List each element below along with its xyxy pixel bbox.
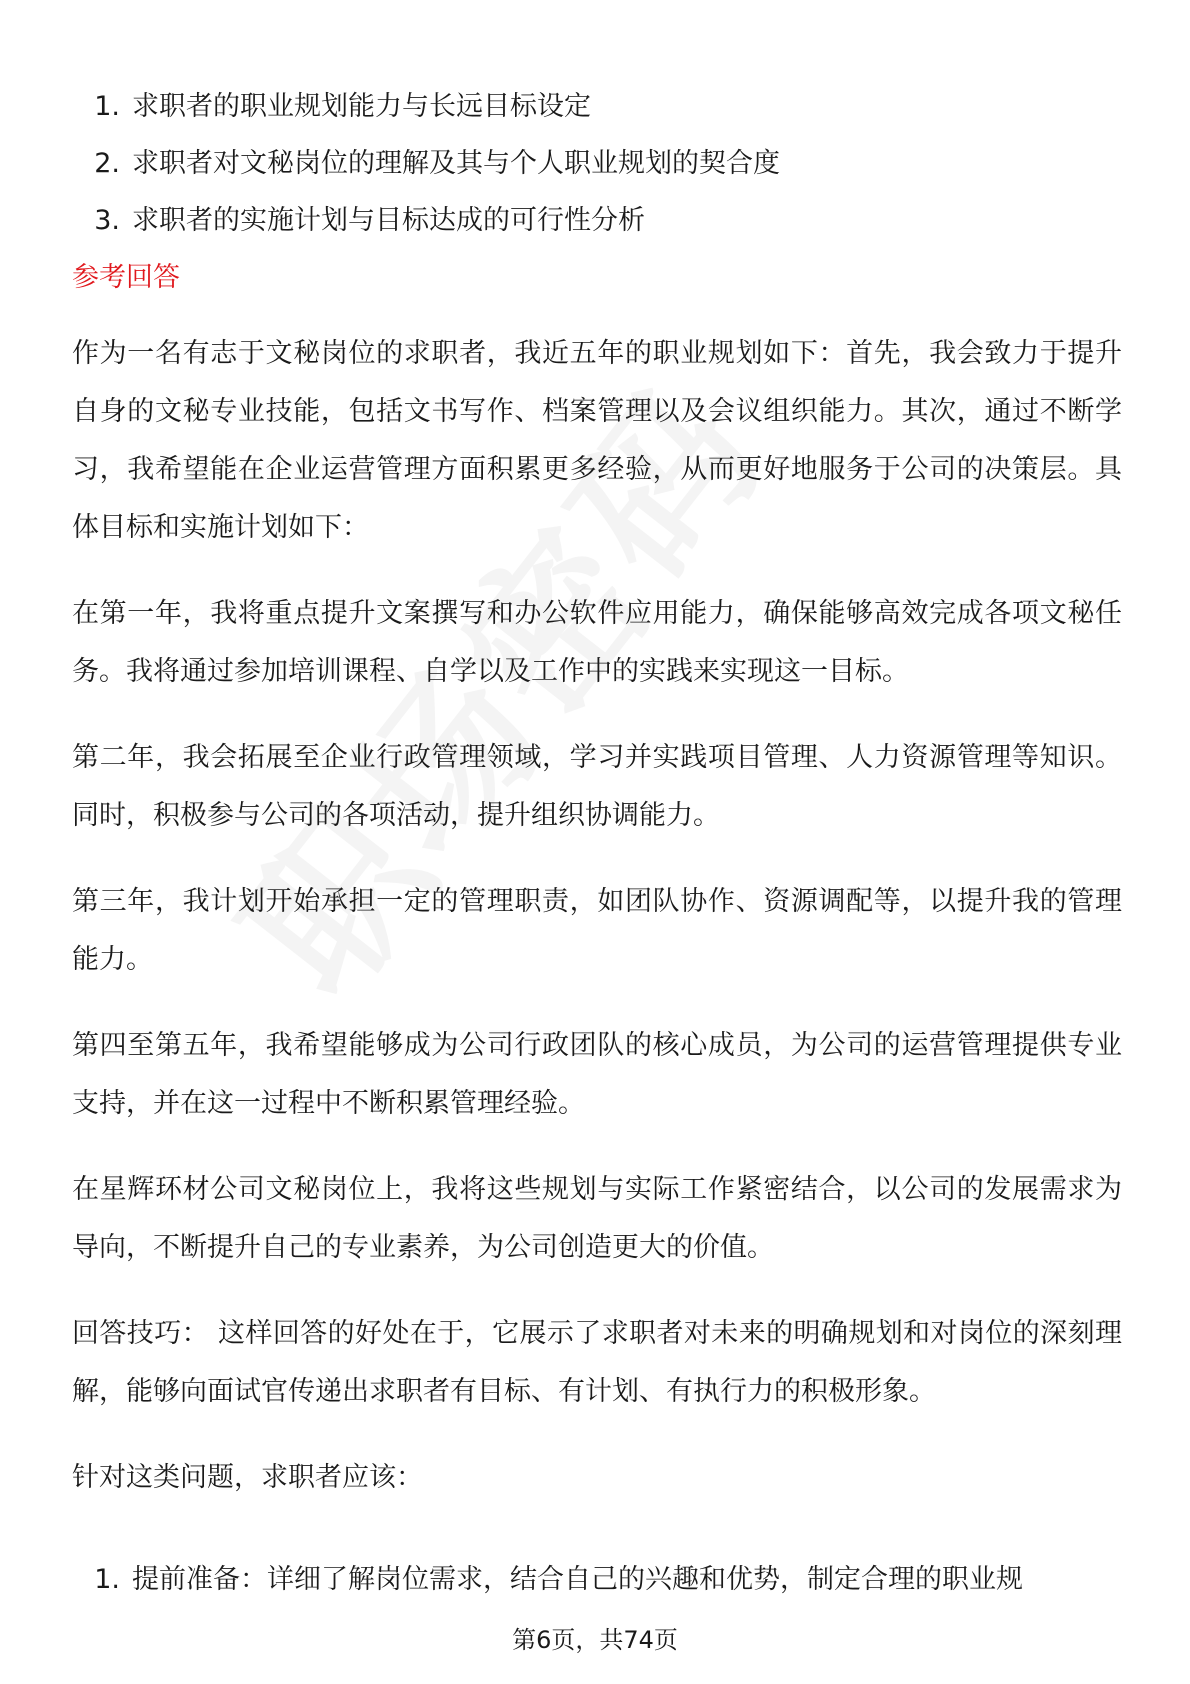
- page-footer: 第6页，共74页: [512, 1626, 678, 1654]
- criteria-list: [72, 88, 1122, 240]
- paragraph: 第四至第五年，我希望能够成为公司行政团队的核心成员，为公司的运营管理提供专业支持，并在这一过程中不断积累管理经验。: [72, 1030, 1122, 1119]
- list-item: [72, 202, 1122, 240]
- paragraph: 在第一年，我将重点提升文案撰写和办公软件应用能力，确保能够高效完成各项文秘任务。我将通过参加培训课程、自学以及工作中的实践来实现这一目标。: [72, 598, 1122, 687]
- list-item-number: 3.: [94, 205, 120, 236]
- answer-heading: 参考回答: [72, 262, 180, 293]
- paragraph: 针对这类问题，求职者应该：: [72, 1462, 423, 1493]
- list-item-number: 2.: [94, 148, 120, 179]
- list-item-text: 求职者的实施计划与目标达成的可行性分析: [132, 205, 645, 236]
- list-item-text: 提前准备：详细了解岗位需求，结合自己的兴趣和优势，制定合理的职业规: [132, 1564, 1023, 1595]
- paragraph: 第二年，我会拓展至企业行政管理领域，学习并实践项目管理、人力资源管理等知识。同时，积极参与公司的各项活动，提升组织协调能力。: [72, 742, 1122, 831]
- paragraph: 作为一名有志于文秘岗位的求职者，我近五年的职业规划如下：首先，我会致力于提升自身的文秘专业技能，包括文书写作、档案管理以及会议组织能力。其次，通过不断学习，我希望能在企业运营管理方面积累更多经验，从而更好地服务于公司的决策层。具体目标和实施计划如下：: [72, 338, 1122, 543]
- paragraph: 回答技巧： 这样回答的好处在于，它展示了求职者对未来的明确规划和对岗位的深刻理解，能够向面试官传递出求职者有目标、有计划、有执行力的积极形象。: [72, 1318, 1122, 1407]
- list-item: [72, 145, 1122, 183]
- page-content: [72, 88, 1122, 1535]
- tips-list: [72, 1561, 1122, 1618]
- paragraph: 在星辉环材公司文秘岗位上，我将这些规划与实际工作紧密结合，以公司的发展需求为导向，不断提升自己的专业素养，为公司创造更大的价值。: [72, 1174, 1122, 1263]
- list-item-number: 1.: [94, 1564, 120, 1595]
- list-item: [72, 1561, 1122, 1599]
- paragraph: 第三年，我计划开始承担一定的管理职责，如团队协作、资源调配等，以提升我的管理能力。: [72, 886, 1122, 975]
- list-item-text: 求职者对文秘岗位的理解及其与个人职业规划的契合度: [132, 148, 780, 179]
- list-item-number: 1.: [94, 91, 120, 122]
- list-item-text: 求职者的职业规划能力与长远目标设定: [132, 91, 591, 122]
- list-item: [72, 88, 1122, 126]
